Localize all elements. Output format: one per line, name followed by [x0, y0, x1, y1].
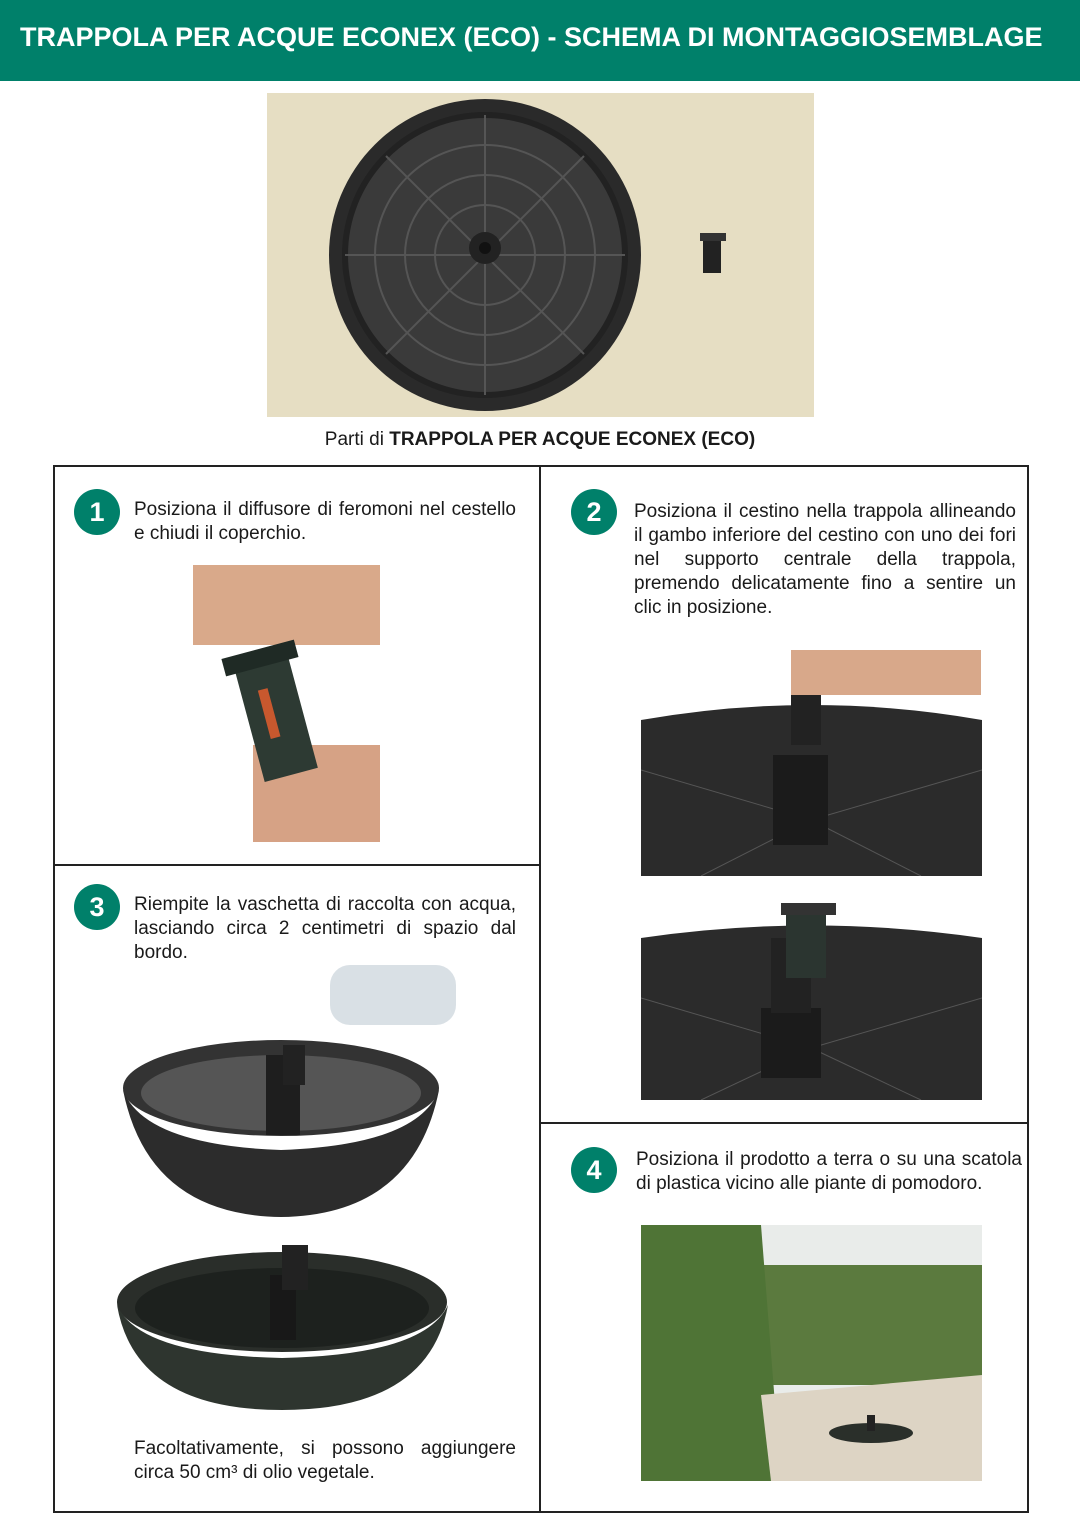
step-3-note: Facoltativamente, si possono aggiungere circa 50 cm³ di olio vegetale. [134, 1438, 516, 1483]
step-1-photo [193, 565, 380, 842]
parts-photo [267, 93, 814, 417]
step-1-text: Posiziona il diffusore di feromoni nel cestello e chiudi il coperchio. [134, 499, 516, 544]
page-title: TRAPPOLA PER ACQUE ECONEX (ECO) - SCHEMA DI MONTAGGIOSEMBLAGE [20, 22, 1043, 52]
step-2-badge: 2 [571, 489, 617, 535]
step-1-badge: 1 [74, 489, 120, 535]
parts-caption [0, 429, 1080, 451]
caption-product: TRAPPOLA PER ACQUE ECONEX (ECO) [389, 429, 756, 450]
step-2-photo-b [641, 878, 982, 1100]
divider [539, 465, 541, 1513]
divider [540, 1122, 1029, 1124]
step-3-photo-b [115, 1240, 450, 1412]
step-4-badge: 4 [571, 1147, 617, 1193]
step-3-text: Riempite la vaschetta di raccolta con acqua, lasciando circa 2 centimetri di spazio dal bordo. [134, 894, 516, 963]
divider [53, 864, 540, 866]
step-2-photo-a [641, 650, 982, 876]
step-2-text: Posiziona il cestino nella trappola allineando il gambo inferiore del cestino con uno dei fori nel supporto centrale della trappola, premendo delicatamente fino a sentire un clic in posizione. [634, 501, 1016, 618]
page-header [0, 0, 1080, 81]
caption-prefix: Parti di [324, 429, 384, 450]
trap-parts-image [267, 93, 814, 417]
step-3-photo-a [118, 955, 458, 1220]
step-3-badge: 3 [74, 884, 120, 930]
step-4-photo [641, 1225, 982, 1481]
step-4-text: Posiziona il prodotto a terra o su una scatola di plastica vicino alle piante di pomodoro. [636, 1149, 1022, 1194]
